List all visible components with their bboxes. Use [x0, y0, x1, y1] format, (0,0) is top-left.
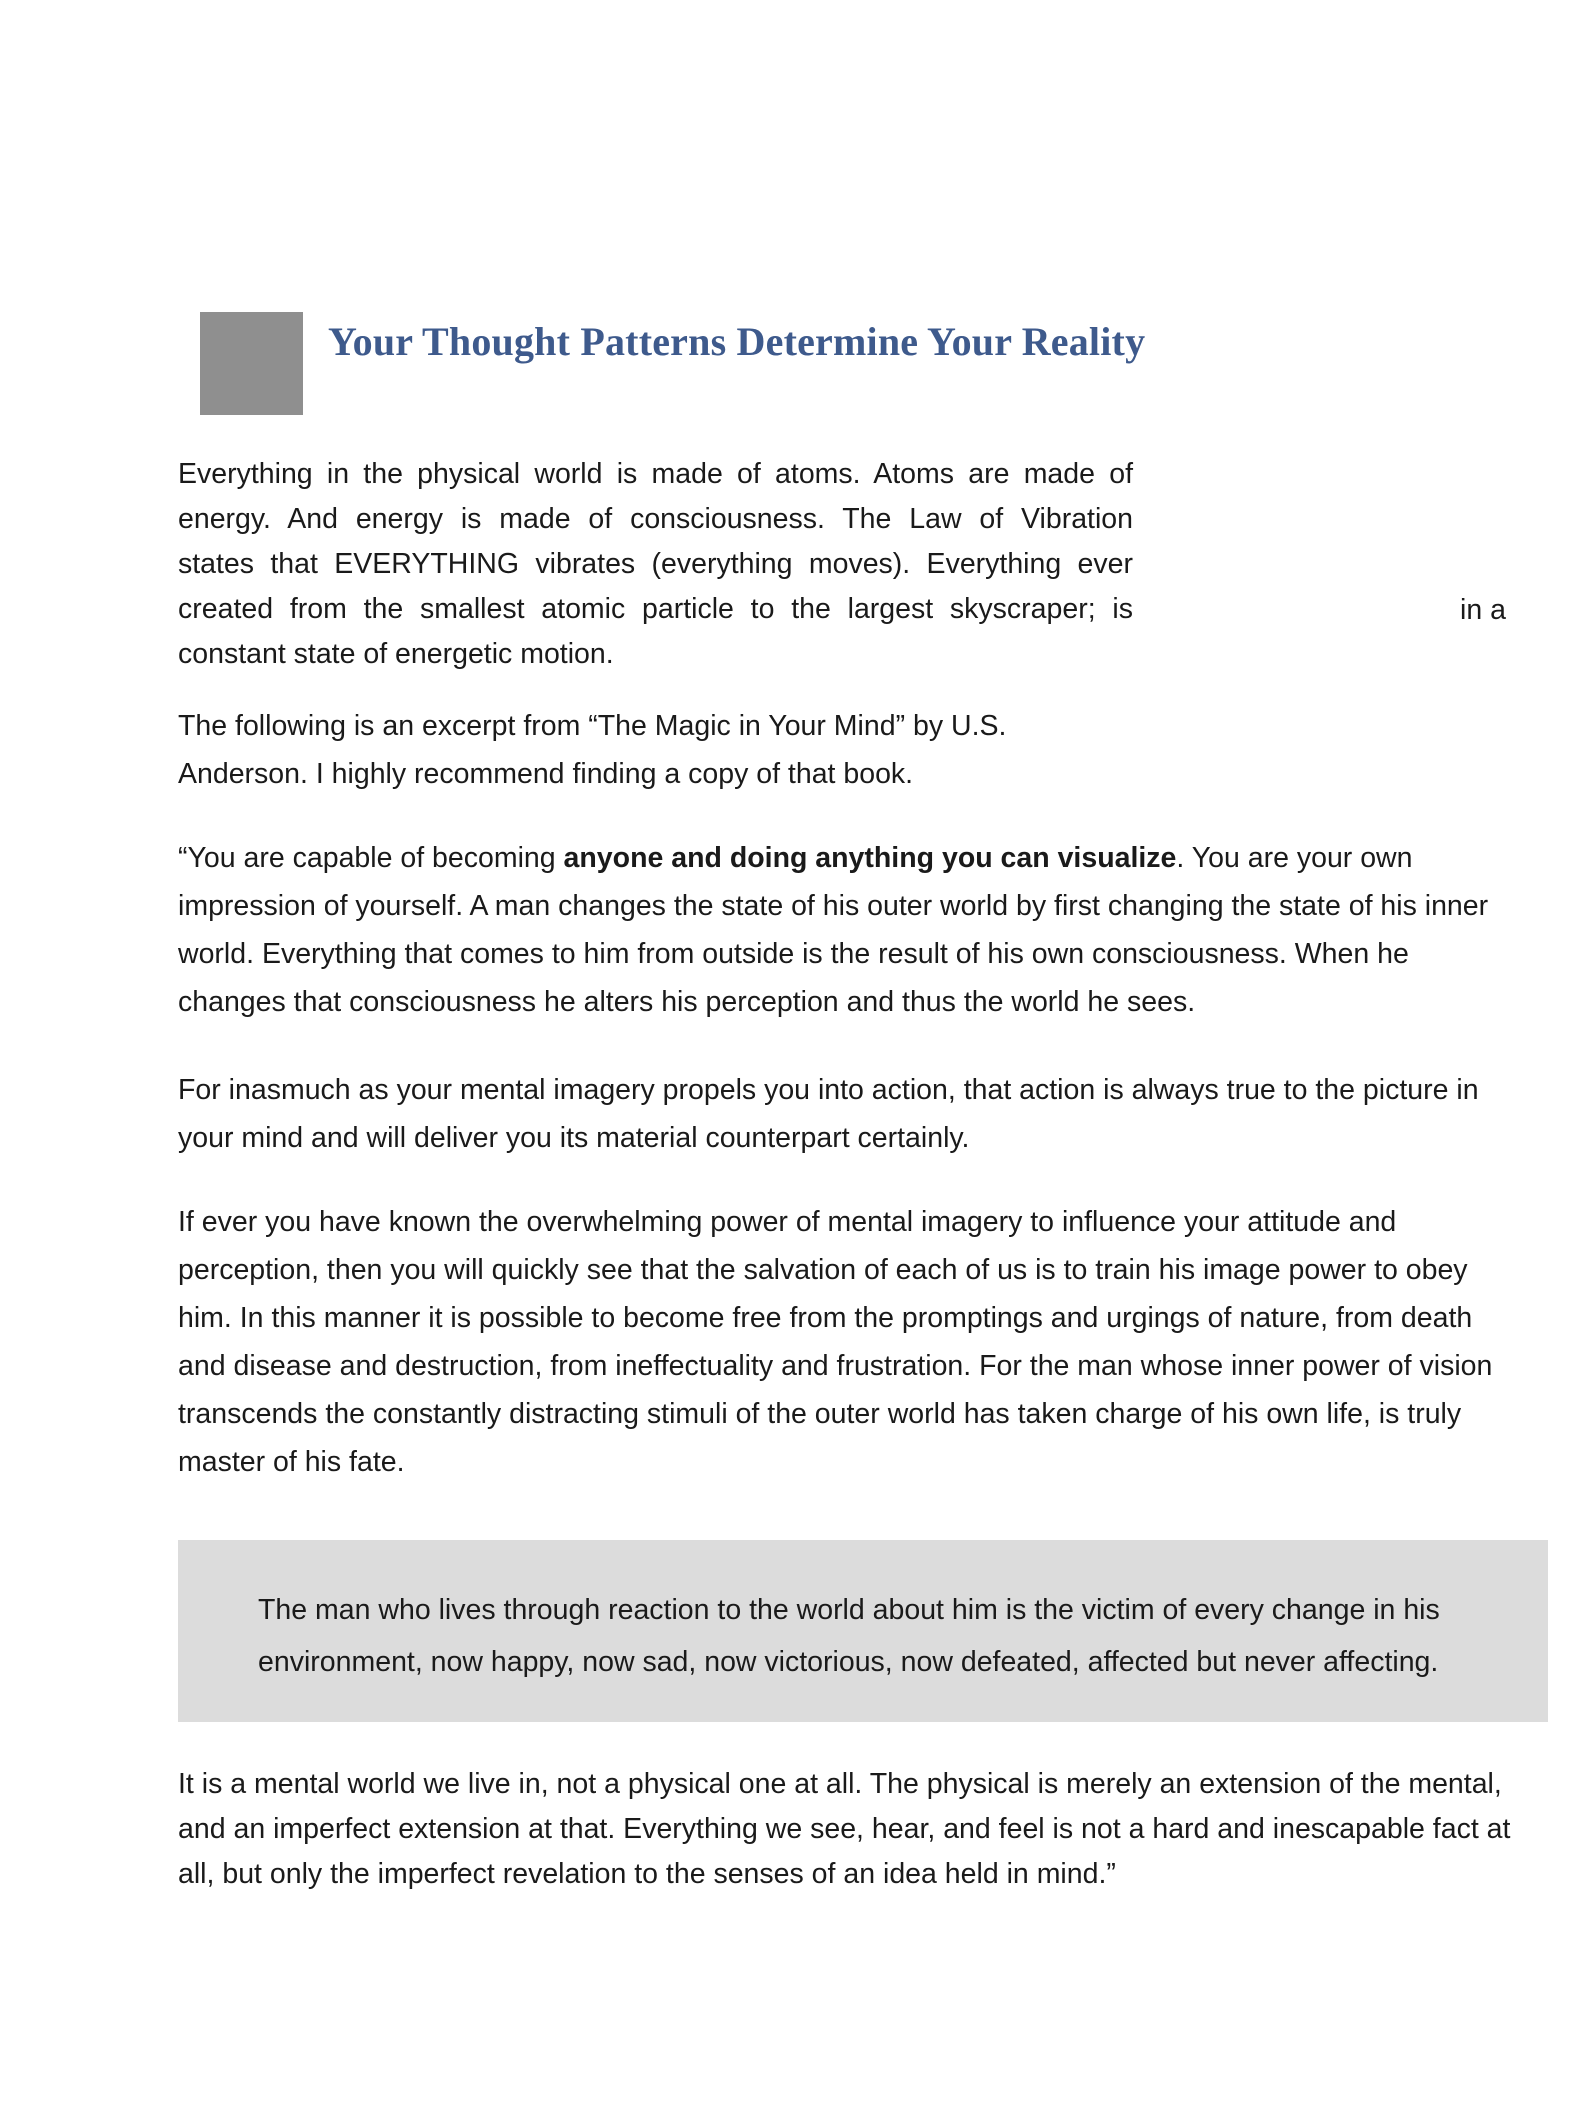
intro-paragraph: [178, 452, 1133, 677]
page-title: Your Thought Patterns Determine Your Reality: [328, 319, 1146, 364]
title-image-placeholder: [200, 312, 303, 415]
quote-paragraph-2: For inasmuch as your mental imagery propels you into action, that action is always true to the picture in your mind and will deliver you its material counterpart certainly.: [178, 1074, 1479, 1154]
callout-text: The man who lives through reaction to the world about him is the victim of every change in his environment, now happy, now sad, now victorious, now defeated, affected but never affecting.: [258, 1594, 1440, 1678]
quote-p1-rest: . You are your own impression of yourself. A man changes the state of his outer world by first changing the state of his inner world. Everything that comes to him from outside is the result of his own consciousness. When he changes that consciousness he alters his perception and thus the world he sees.: [178, 842, 1489, 1018]
intro-line: energy. And energy is made of consciousness. The Law of Vibration: [178, 503, 1133, 535]
intro-line: Everything in the physical world is made of atoms. Atoms are made of: [178, 458, 1133, 490]
quote-p1-emphasis: anyone and doing anything you can visualize: [563, 842, 1177, 874]
excerpt-note-paragraph: [178, 702, 1378, 798]
excerpt-note-line: The following is an excerpt from “The Magic in Your Mind” by U.S.: [178, 710, 1007, 742]
intro-line: created from the smallest atomic particle to the largest skyscraper; is: [178, 593, 1133, 625]
excerpt-note-line: Anderson. I highly recommend finding a copy of that book.: [178, 758, 914, 790]
intro-line: states that EVERYTHING vibrates (everything moves). Everything ever: [178, 548, 1133, 580]
quote-paragraph-1: [178, 834, 1518, 1026]
intro-line: constant state of energetic motion.: [178, 638, 614, 670]
intro-trailing-fragment: in a: [1460, 594, 1506, 626]
quote-paragraph-4: It is a mental world we live in, not a physical one at all. The physical is merely an extension of the mental, and an imperfect extension at that. Everything we see, hear, and feel is not a hard and inescapable fact at all, but only the imperfect revelation to the senses of an idea held in mind.”: [178, 1768, 1511, 1890]
quote-paragraph-3: If ever you have known the overwhelming power of mental imagery to influence your attitude and perception, then you will quickly see that the salvation of each of us is to train his image power to obey him. In this manner it is possible to become free from the promptings and urgings of nature, from death and disease and destruction, from ineffectuality and frustration. For the man whose inner power of vision transcends the constantly distracting stimuli of the outer world has taken charge of his own life, is truly master of his fate.: [178, 1206, 1493, 1478]
quote-p1-start: “You are capable of becoming: [178, 842, 564, 874]
